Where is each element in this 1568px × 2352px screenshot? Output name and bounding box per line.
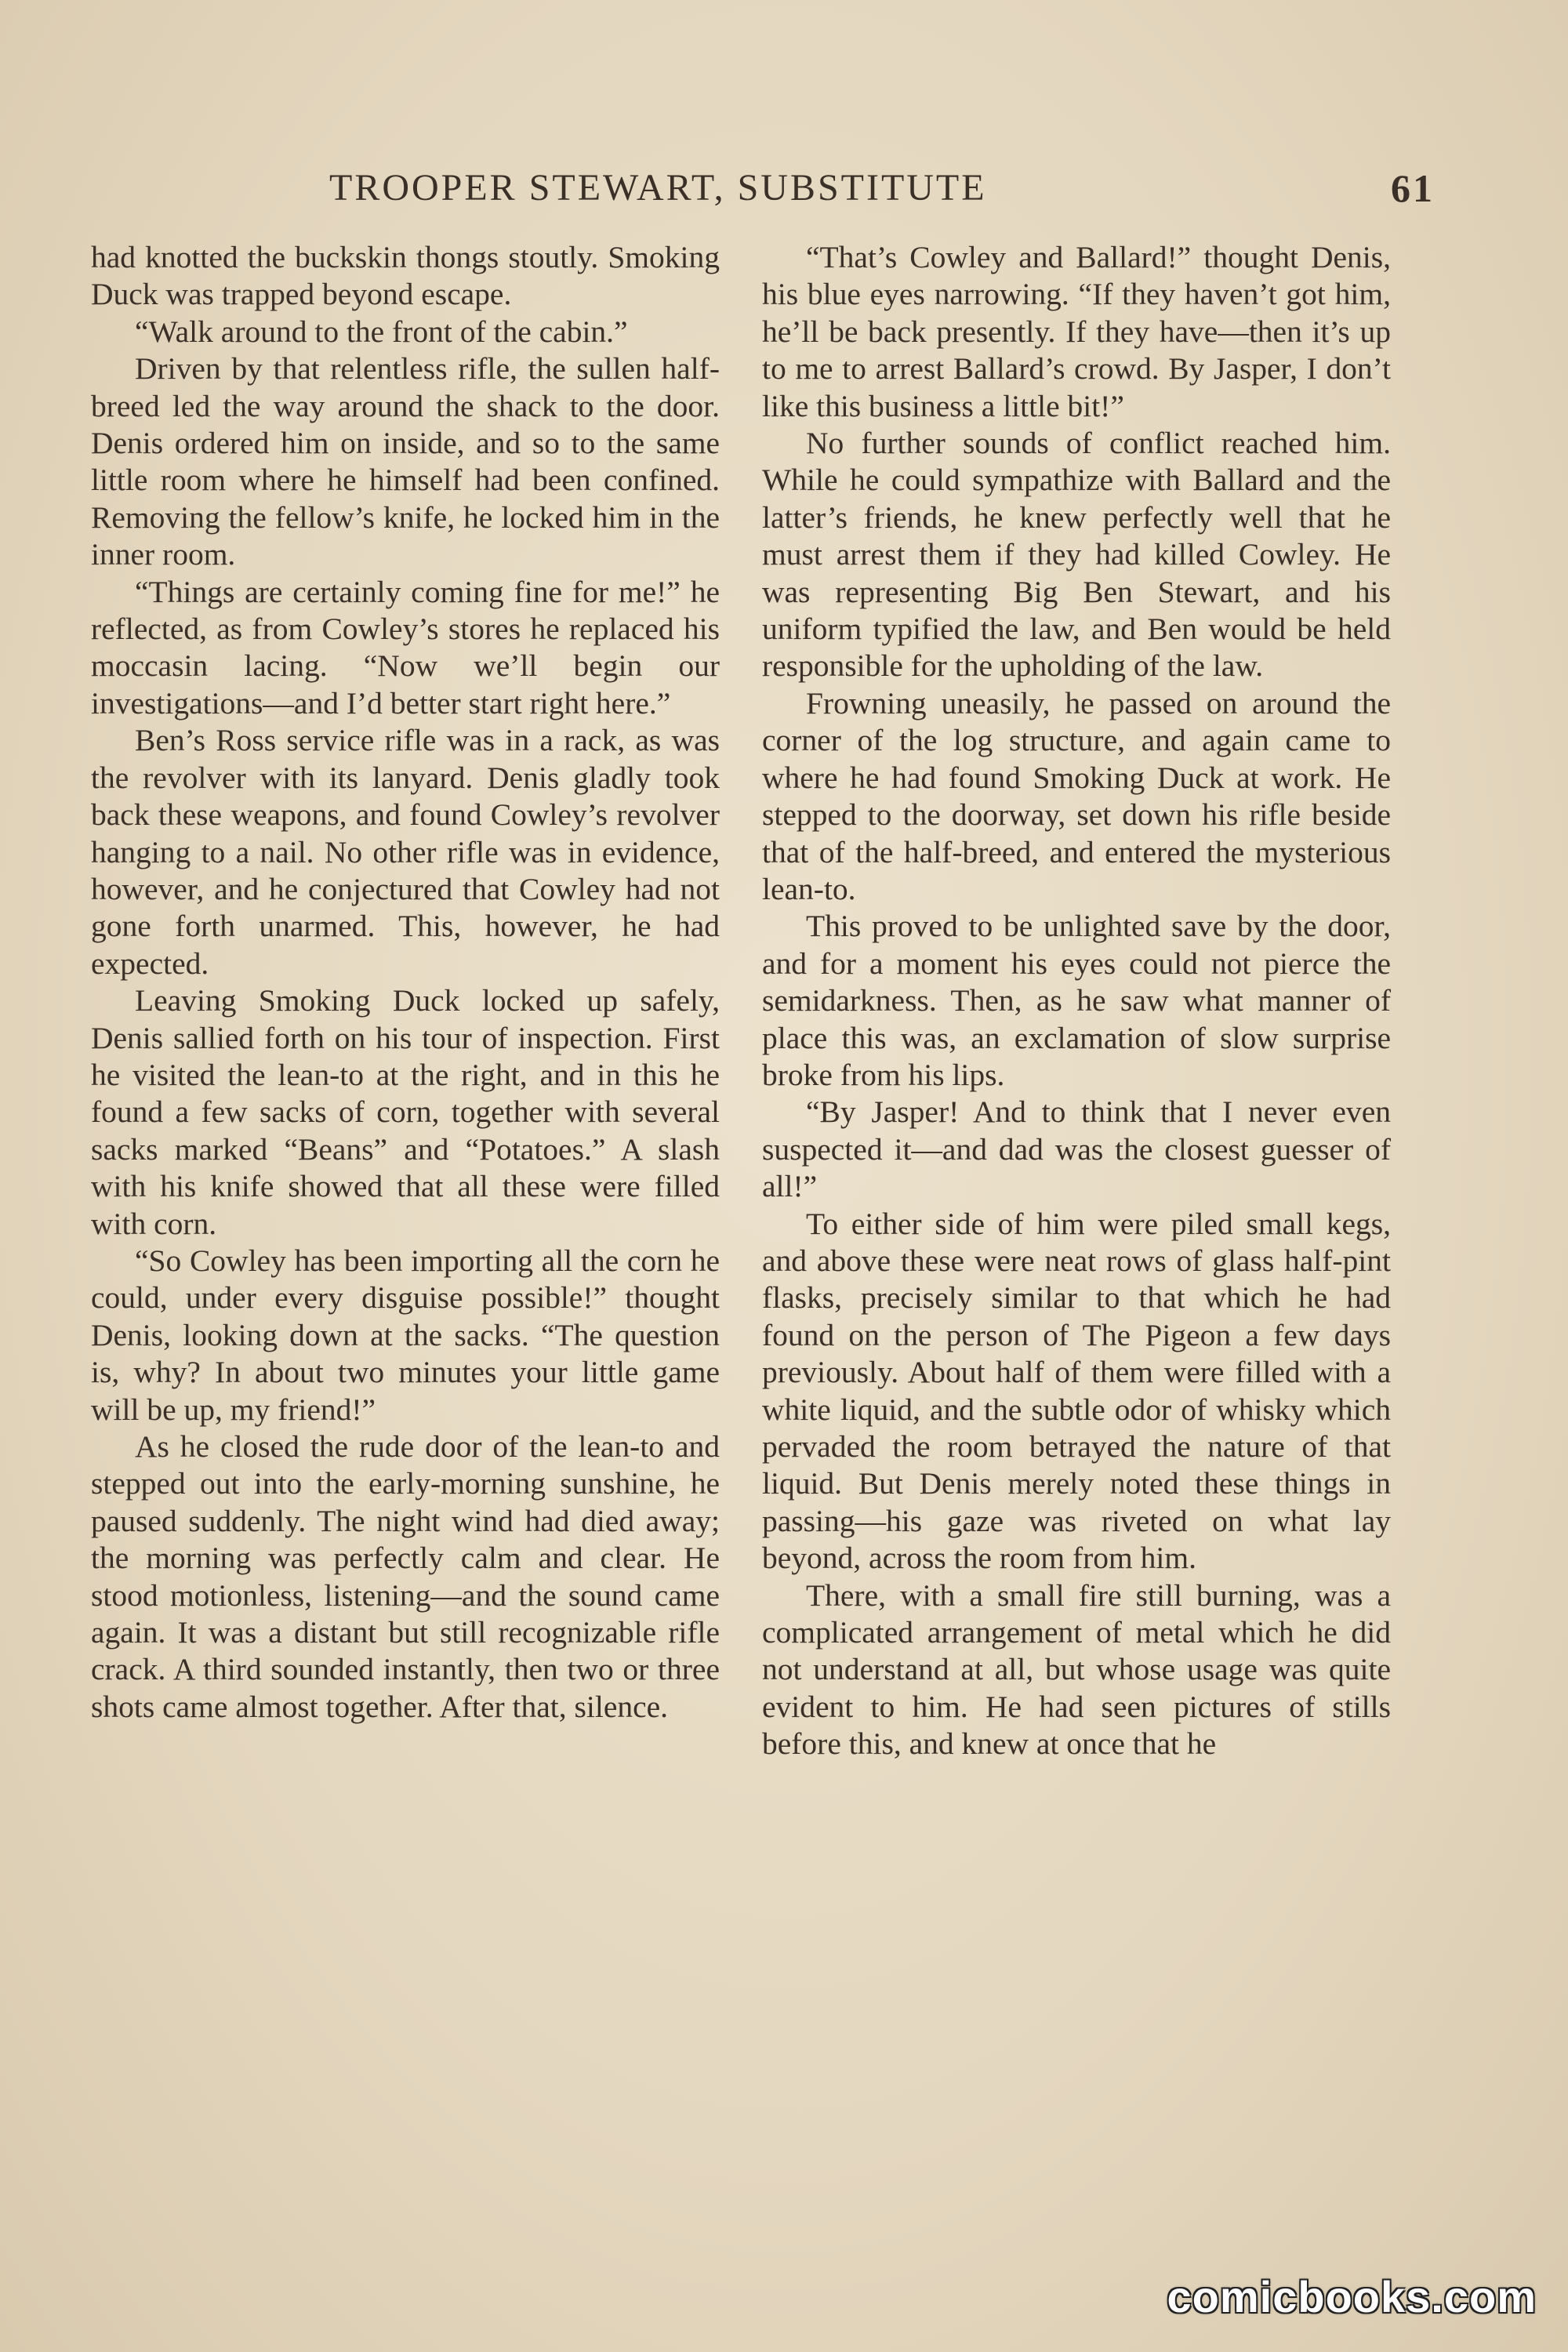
paragraph: No further sounds of conflict reached him. While he could sympathize with Ballard and the latter’s friends, he knew perfectly well that he must arrest them if they had killed Cowley. He was representing Big Ben Stewart, and his uniform typified the law, and Ben would be held responsible for the upholding of the law.: [762, 426, 1391, 684]
paragraph: “By Jasper! And to think that I never even suspected it—and dad was the closest guesser of all!”: [762, 1094, 1391, 1204]
paragraph: “That’s Cowley and Ballard!” thought Denis, his blue eyes narrowing. “If they haven’t got him, he’ll be back presently. If they have—then it’s up to me to arrest Ballard’s crowd. By Jasper, I don’t like this business a little bit!”: [762, 240, 1391, 423]
paragraph: “Walk around to the front of the cabin.”: [135, 314, 628, 349]
paragraph: “Things are certainly coming fine for me!” he reflected, as from Cowley’s stores he replaced his moccasin lacing. “Now we’ll begin our investigations—and I’d better start right here.”: [91, 574, 720, 720]
paragraph: This proved to be unlighted save by the door, and for a moment his eyes could not pierce the semidarkness. Then, as he saw what manner of place this was, an exclamation of slow surprise broke from his lips.: [762, 909, 1391, 1092]
paragraph: Leaving Smoking Duck locked up safely, Denis sallied forth on his tour of inspection. First he visited the lean-to at the right, and in this he found a few sacks of corn, together with several sacks marked “Beans” and “Potatoes.” A slash with his knife showed that all these were filled with corn.: [91, 983, 720, 1241]
paragraph: Frowning uneasily, he passed on around the corner of the log structure, and again came to where he had found Smoking Duck at work. He stepped to the doorway, set down his rifle beside that of the half-breed, and entered the mysterious lean-to.: [762, 685, 1391, 906]
left-column: [91, 239, 720, 1726]
paragraph: had knotted the buckskin thongs stoutly. Smoking Duck was trapped beyond escape.: [91, 240, 720, 312]
source-watermark: comicbooks.com: [1167, 2272, 1537, 2321]
paragraph: Ben’s Ross service rifle was in a rack, as was the revolver with its lanyard. Denis gladly took back these weapons, and found Cowley’s revolver hanging to a nail. No other rifle was in evidence, however, and he conjectured that Cowley had not gone forth unarmed. This, however, he had expected.: [91, 723, 720, 981]
running-title: TROOPER STEWART, SUBSTITUTE: [329, 167, 987, 209]
paragraph: “So Cowley has been importing all the corn he could, under every disguise possible!” thought Denis, looking down at the sacks. “The question is, why? In about two minutes your little game will be up, my friend!”: [91, 1243, 720, 1427]
paragraph: There, with a small fire still burning, was a complicated arrangement of metal which he did not understand at all, but whose usage was quite evident to him. He had seen pictures of stills before this, and knew at once that he: [762, 1577, 1391, 1762]
paragraph: To either side of him were piled small kegs, and above these were neat rows of glass half-pint flasks, precisely similar to that which he had found on the person of The Pigeon a few days previously. About half of them were filled with a white liquid, and the subtle odor of whisky which pervaded the room betrayed the nature of that liquid. But Denis merely noted these things in passing—his gaze was riveted on what lay beyond, across the room from him.: [762, 1206, 1391, 1576]
right-column: [762, 239, 1391, 1763]
page-number: 61: [1391, 166, 1435, 210]
paragraph: As he closed the rude door of the lean-to and stepped out into the early-morning sunshine, he paused suddenly. The night wind had died away; the morning was perfectly calm and clear. He stood motionless, listening—and the sound came again. It was a distant but still recognizable rifle crack. A third sounded instantly, then two or three shots came almost together. After that, silence.: [91, 1429, 720, 1724]
paragraph: Driven by that relentless rifle, the sullen half-breed led the way around the shack to the door. Denis ordered him on inside, and so to the same little room where he himself had been confined. Removing the fellow’s knife, he locked him in the inner room.: [91, 351, 720, 572]
